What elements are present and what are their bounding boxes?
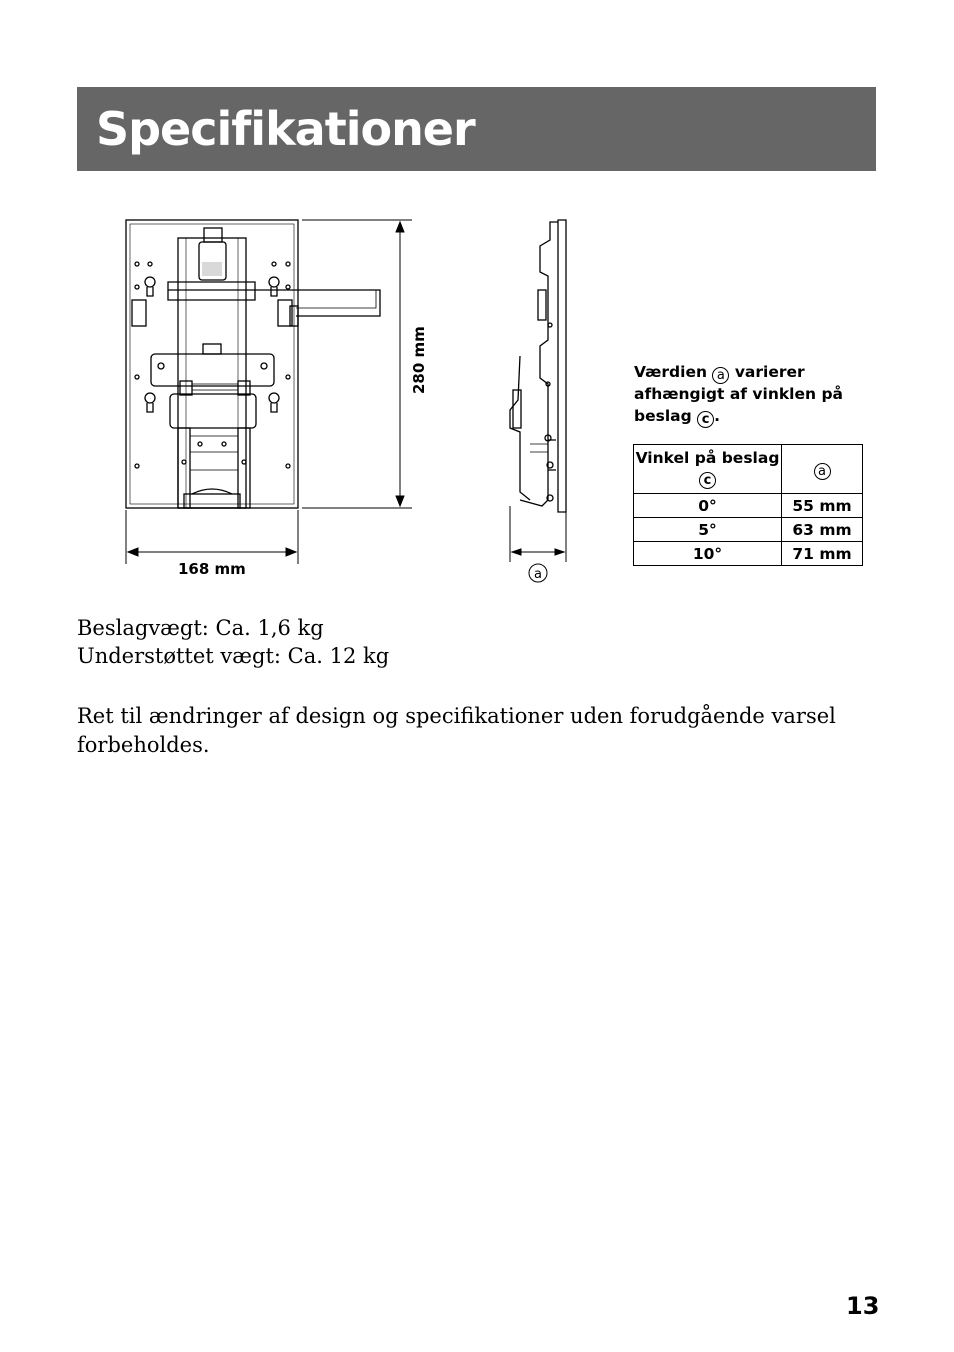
header-angle-label: Vinkel på beslag — [635, 449, 780, 467]
page-number: 13 — [846, 1292, 880, 1320]
note-line3-pre: beslag — [634, 406, 692, 425]
table-cell-value: 71 mm — [782, 542, 863, 566]
spec-weight: Beslagvægt: Ca. 1,6 kg — [77, 616, 324, 640]
header-marker-c: c — [699, 472, 716, 489]
table-cell-angle: 5° — [634, 518, 782, 542]
table-cell-angle: 0° — [634, 494, 782, 518]
note-line3-post: . — [714, 406, 720, 425]
spec-supported-weight: Understøttet vægt: Ca. 12 kg — [77, 644, 390, 668]
disclaimer-line1: Ret til ændringer af design og specifikationer uden forudgående varsel — [77, 704, 836, 728]
table-row — [634, 494, 863, 518]
page-title: Specifikationer — [96, 102, 475, 156]
marker-c: c — [697, 411, 714, 428]
bracket-side-view — [510, 220, 566, 512]
table-cell-value: 55 mm — [782, 494, 863, 518]
depth-marker: a — [534, 567, 542, 582]
table-header-angle — [634, 445, 782, 494]
angle-table — [633, 444, 863, 566]
header-marker-a: a — [814, 463, 831, 480]
note-line1-pre: Værdien — [634, 363, 707, 381]
angle-note — [634, 362, 864, 428]
note-line1-post: varierer — [734, 363, 805, 381]
width-label: 168 mm — [178, 560, 246, 578]
bracket-front-view — [126, 220, 380, 508]
height-label: 280 mm — [410, 326, 428, 394]
marker-a: a — [712, 367, 729, 384]
table-header-value — [782, 445, 863, 494]
table-cell-angle: 10° — [634, 542, 782, 566]
table-row — [634, 518, 863, 542]
table-header-row — [634, 445, 863, 494]
table-cell-value: 63 mm — [782, 518, 863, 542]
disclaimer-line2: forbeholdes. — [77, 733, 210, 757]
table-row — [634, 542, 863, 566]
note-line2: afhængigt af vinklen på — [634, 385, 843, 403]
